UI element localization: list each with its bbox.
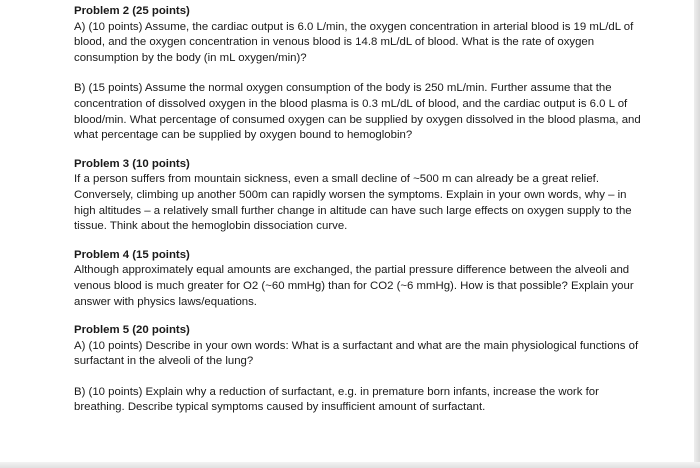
problem-part-a: A) (10 points) Describe in your own words: What is a surfactant and what are the main physiological functions of surfactant in the alveoli of the lung? [74,339,639,368]
problem-text: Although approximately equal amounts are exchanged, the partial pressure difference between the alveoli and venous blood is much greater for O2 (~60 mmHg) than for CO2 (~6 mmHg). How is that possible? Explain your answer with physics laws/equations. [74,264,634,308]
page-bottom-shadow [0,462,700,468]
problem-2 [74,4,646,144]
document-content [74,4,646,429]
problem-heading: Problem 2 (25 points) [74,5,190,17]
problem-part-a: A) (10 points) Assume, the cardiac output is 6.0 L/min, the oxygen concentration in arterial blood is 19 mL/dL of blood, and the oxygen concentration in venous blood is 14.8 mL/dL of blood. What is the rate of oxygen consumption by the body (in mL oxygen/min)? [74,20,634,64]
page-edge-shadow [694,0,700,468]
problem-text: If a person suffers from mountain sickness, even a small decline of ~500 m can already be a great relief. Conversely, climbing up another 500m can rapidly worsen the symptoms. Explain in your own words, why – in high altitudes – a relatively small further change in altitude can have such large effects on oxygen supply to the tissue. Think about the hemoglobin dissociation curve. [74,173,632,233]
problem-3 [74,157,646,235]
problem-part-b: B) (15 points) Assume the normal oxygen consumption of the body is 250 mL/min. Further assume that the concentration of dissolved oxygen in the blood plasma is 0.3 mL/dL of blood, and the cardiac output is 6.0 L of blood/min. What percentage of consumed oxygen can be supplied by oxygen dissolved in the blood plasma, and what percentage can be supplied by oxygen bound to hemoglobin? [74,82,641,142]
problem-4 [74,248,646,310]
problem-heading: Problem 3 (10 points) [74,157,190,170]
problem-part-b: B) (10 points) Explain why a reduction of surfactant, e.g. in premature born infants, increase the work for breathing. Describe typical symptoms caused by insufficient amount of surfactant. [74,385,599,414]
problem-heading: Problem 4 (15 points) [74,248,190,261]
problem-5 [74,323,646,416]
problem-heading: Problem 5 (20 points) [74,324,190,337]
